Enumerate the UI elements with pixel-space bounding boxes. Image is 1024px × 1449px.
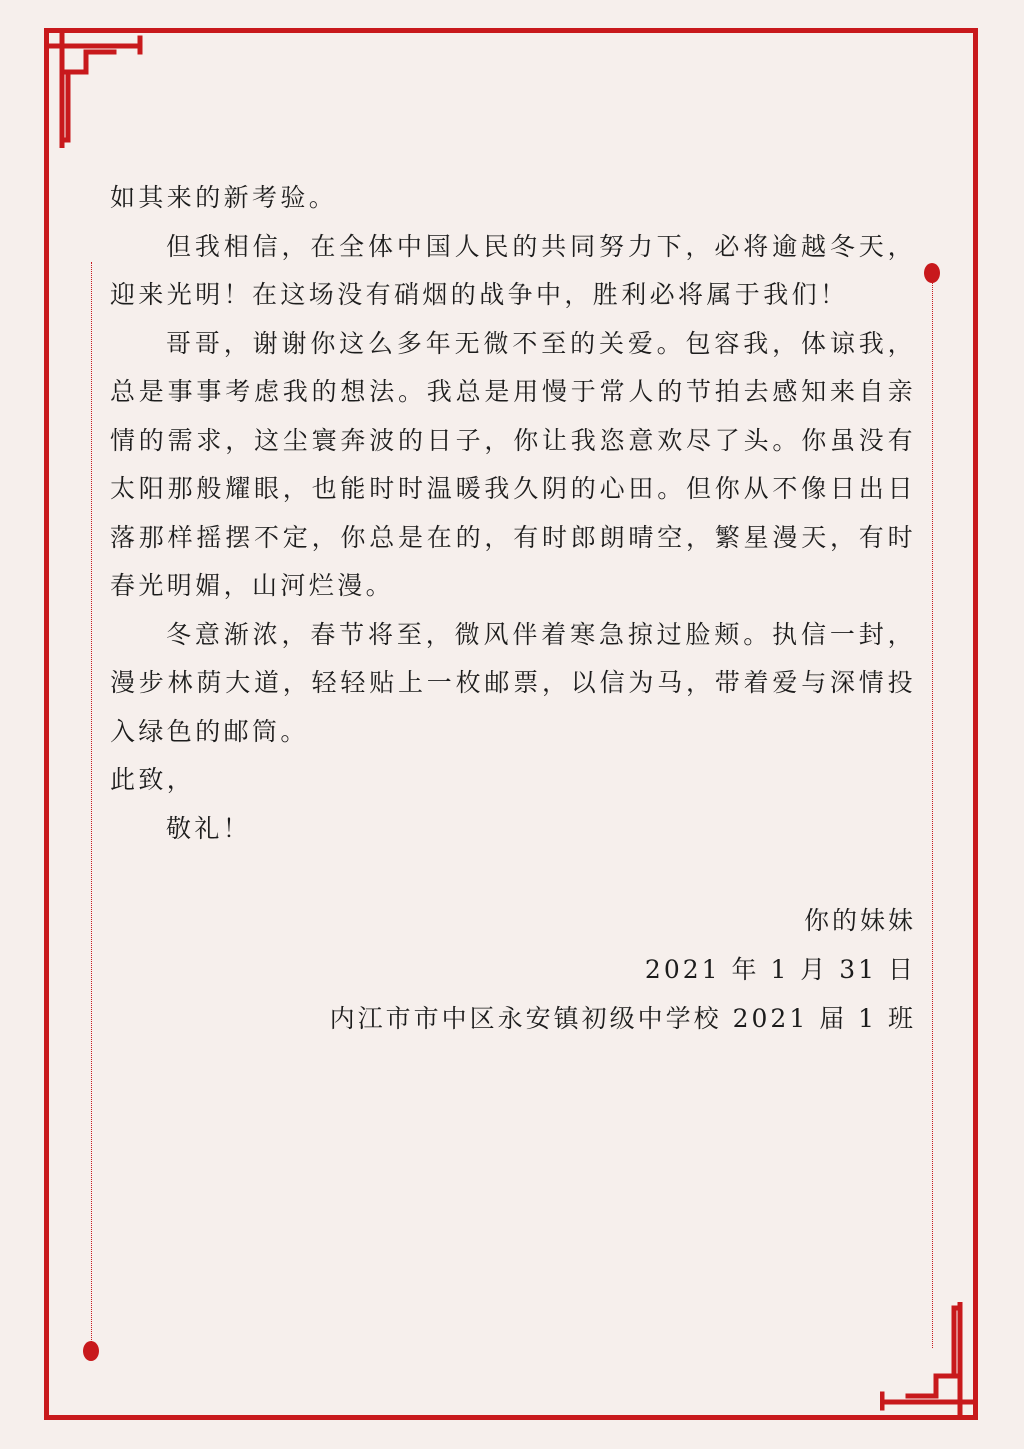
letter-paragraph: 冬意渐浓，春节将至，微风伴着寒急掠过脸颊。执信一封，漫步林荫大道，轻轻贴上一枚邮票，以信为马，带着爱与深情投入绿色的邮筒。 xyxy=(110,619,916,746)
sender-name: 你的妹妹 xyxy=(803,906,916,935)
corner-ornament-bottom-right xyxy=(880,1302,978,1420)
letter-date: 2021 年 1 月 31 日 xyxy=(644,955,916,984)
sender-school: 内江市市中区永安镇初级中学校 2021 届 1 班 xyxy=(329,1004,916,1033)
letter-body xyxy=(110,174,916,853)
dotted-guide-right xyxy=(932,280,933,1348)
red-dot-ornament-right xyxy=(924,263,940,283)
dotted-guide-left xyxy=(91,262,92,1348)
closing-regards: 敬礼！ xyxy=(166,813,252,843)
letter-paragraph: 但我相信，在全体中国人民的共同努力下，必将逾越冬天，迎来光明！在这场没有硝烟的战争中，胜利必将属于我们！ xyxy=(110,231,916,309)
red-dot-ornament-left xyxy=(83,1341,99,1361)
letter-paragraph: 哥哥，谢谢你这么多年无微不至的关爱。包容我，体谅我，总是事事考虑我的想法。我总是用慢于常人的节拍去感知来自亲情的需求，这尘寰奔波的日子，你让我恣意欢尽了头。你虽没有太阳那般耀眼，也能时时温暖我久阴的心田。但你从不像日出日落那样摇摆不定，你总是在的，有时郎朗晴空，繁星漫天，有时春光明媚，山河烂漫。 xyxy=(110,328,916,600)
signature-block xyxy=(330,896,916,1043)
closing-salutation: 此致， xyxy=(110,765,196,794)
letter-paragraph: 如其来的新考验。 xyxy=(110,183,338,212)
corner-ornament-top-left xyxy=(44,28,144,148)
